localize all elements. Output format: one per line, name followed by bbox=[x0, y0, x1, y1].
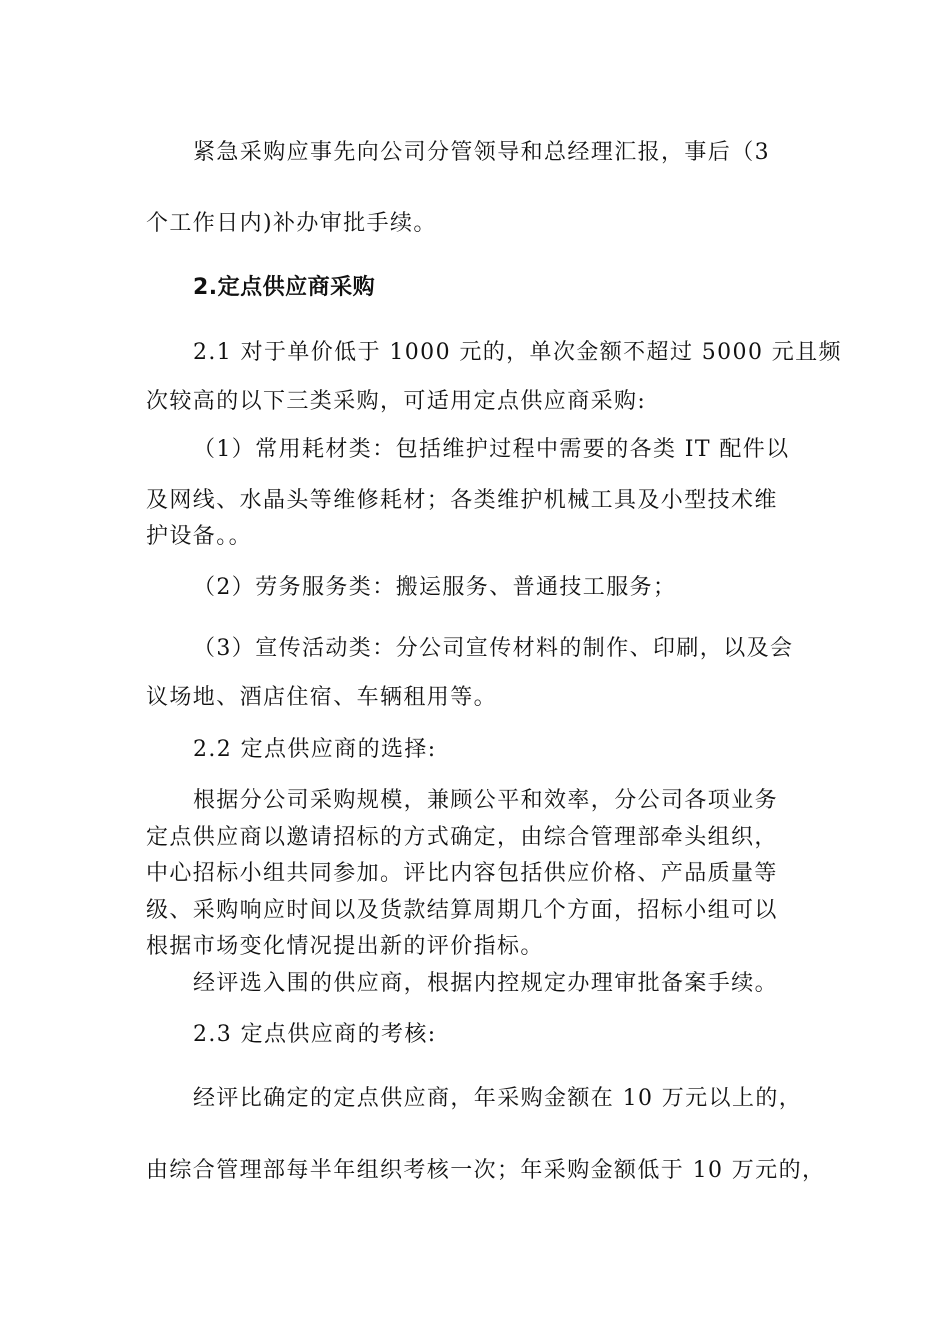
text-line: 经评选入围的供应商，根据内控规定办理审批备案手续。 bbox=[193, 971, 779, 996]
text-line: 护设备。。 bbox=[146, 524, 253, 549]
text-line: 2.1 对于单价低于 1000 元的，单次金额不超过 5000 元且频 bbox=[193, 340, 842, 365]
text-line: 个工作日内)补办审批手续。 bbox=[146, 211, 437, 236]
text-line: 经评比确定的定点供应商，年采购金额在 10 万元以上的， bbox=[193, 1086, 803, 1111]
list-item: （1）常用耗材类：包括维护过程中需要的各类 IT 配件以 bbox=[193, 437, 790, 462]
text-line: 及网线、水晶头等维修耗材；各类维护机械工具及小型技术维 bbox=[146, 488, 778, 513]
text-line: 根据分公司采购规模，兼顾公平和效率，分公司各项业务 bbox=[193, 788, 779, 813]
text-line: 根据市场变化情况提出新的评价指标。 bbox=[146, 934, 544, 959]
list-item: （2）劳务服务类：搬运服务、普通技工服务； bbox=[193, 575, 677, 600]
section-heading: 2.定点供应商采购 bbox=[193, 275, 376, 300]
text-line: 由综合管理部每半年组织考核一次；年采购金额低于 10 万元的， bbox=[146, 1158, 826, 1183]
text-line: 定点供应商以邀请招标的方式确定，由综合管理部牵头组织， bbox=[146, 825, 778, 850]
list-item: （3）宣传活动类：分公司宣传材料的制作、印刷，以及会 bbox=[193, 636, 794, 661]
text-line: 级、采购响应时间以及货款结算周期几个方面，招标小组可以 bbox=[146, 898, 778, 923]
subsection-title: 2.3 定点供应商的考核: bbox=[193, 1022, 437, 1047]
text-line: 紧急采购应事先向公司分管领导和总经理汇报，事后（3 bbox=[193, 140, 770, 165]
text-line: 次较高的以下三类采购，可适用定点供应商采购: bbox=[146, 389, 647, 414]
text-line: 议场地、酒店住宿、车辆租用等。 bbox=[146, 685, 498, 710]
subsection-title: 2.2 定点供应商的选择: bbox=[193, 737, 437, 762]
text-line: 中心招标小组共同参加。评比内容包括供应价格、产品质量等 bbox=[146, 861, 778, 886]
